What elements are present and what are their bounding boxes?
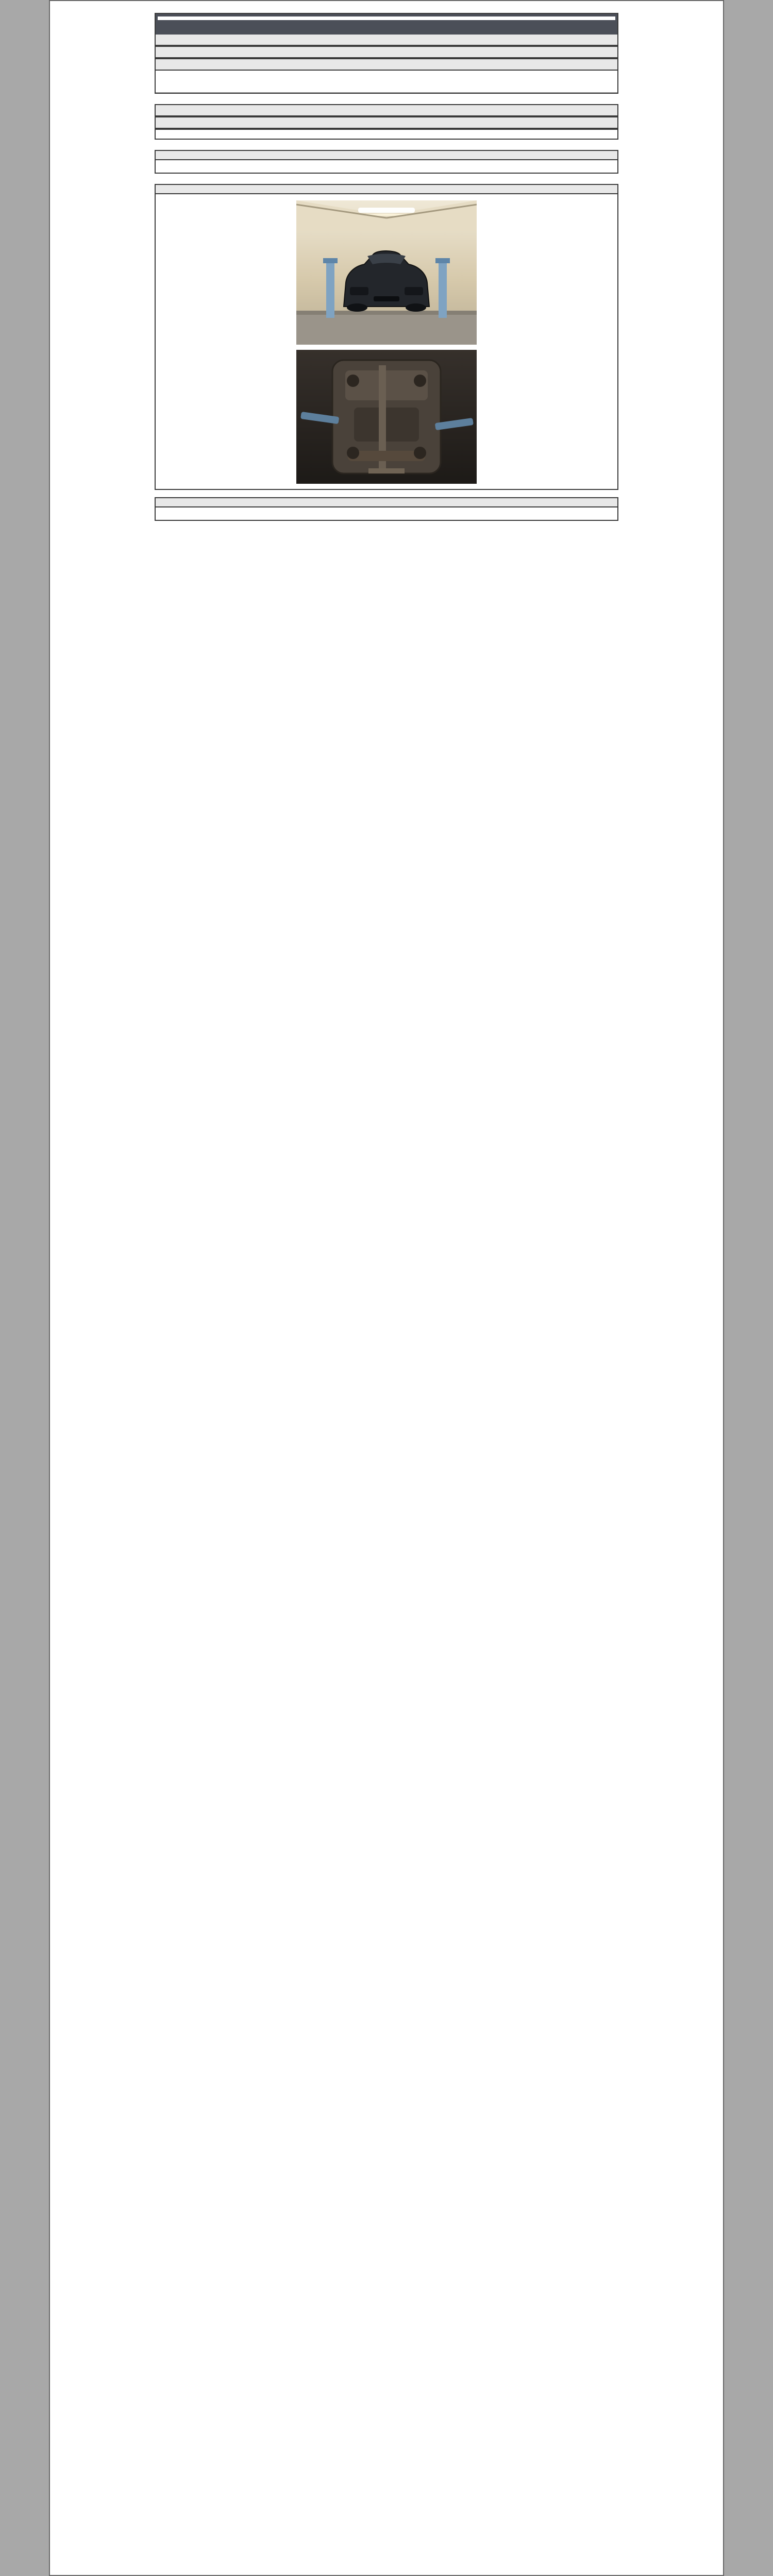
page-marker-row-4 [50,174,723,184]
notices-header [156,151,617,160]
signature-body [156,507,617,520]
notices-body [156,160,617,173]
page3-block [155,150,618,174]
title-band [156,14,617,35]
overall-status-header [156,46,617,58]
legend-note [156,76,617,81]
photos-body [156,194,617,489]
photos-header [156,185,617,194]
photos-block [155,184,618,490]
signature-block [155,497,618,521]
underbody-photo [296,350,477,484]
signature-header [156,498,617,507]
status-code-legend [156,71,617,76]
etc-info-header [156,116,617,129]
page-marker-row-2 [50,94,723,104]
final-price-row [156,129,617,139]
page1-block [155,13,618,94]
accident-history-header [156,58,617,71]
page-marker-row-3 [50,140,723,150]
basic-info-header [156,35,617,46]
detail-status-header [156,105,617,116]
lift-front-photo [296,200,477,345]
page2-block [155,104,618,140]
car-diagrams [156,81,617,93]
title-band-strip [158,16,615,20]
report-page [49,0,724,2576]
document-number [156,27,617,32]
page-top-meta [50,1,723,13]
